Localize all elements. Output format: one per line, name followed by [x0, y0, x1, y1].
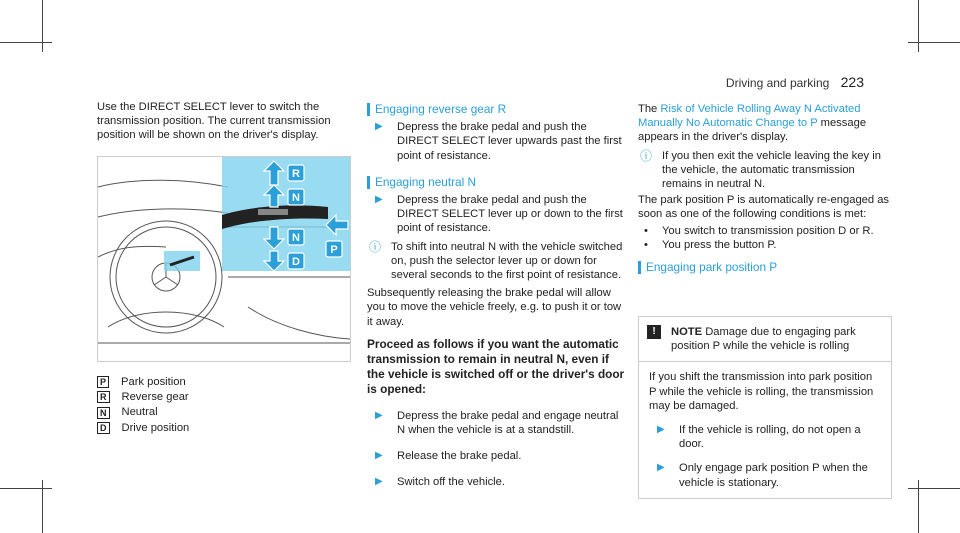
legend-label: Neutral — [121, 406, 158, 419]
legend — [97, 375, 347, 436]
bullet-icon: • — [644, 224, 648, 237]
crop-mark — [908, 488, 960, 489]
lever-label-d: D — [292, 256, 300, 268]
legend-label: Park position — [121, 376, 186, 388]
step-text: Depress the brake pedal and push the DIRECT SELECT lever upwards past the first point of resistance. — [397, 121, 622, 162]
message-text — [638, 102, 896, 145]
step-arrow-icon: ▶ — [657, 462, 665, 474]
step — [649, 461, 881, 489]
heading-park: Engaging park position P — [638, 260, 896, 274]
heading-reverse: Engaging reverse gear R — [367, 102, 625, 116]
message-prefix: The — [638, 103, 658, 115]
step-arrow-icon: ▶ — [375, 194, 383, 206]
legend-label: Reverse gear — [121, 391, 189, 404]
info-note — [638, 149, 896, 192]
page-number: 223 — [840, 74, 864, 90]
warning-icon: ! — [647, 325, 661, 339]
info-icon: ⓘ — [640, 148, 653, 163]
message-suffix: message appears in the driver's display. — [638, 117, 867, 144]
note-title: NOTE — [671, 326, 703, 338]
legend-label: Drive position — [121, 421, 190, 434]
step — [367, 409, 625, 437]
crop-mark — [0, 42, 52, 43]
step-arrow-icon: ▶ — [375, 121, 383, 133]
note-text: Damage due to engaging park position P while the vehicle is rolling — [671, 326, 856, 353]
bullet-text: You switch to transmission position D or R. — [662, 224, 874, 237]
info-text: If you then exit the vehicle leaving the key in the vehicle, the automatic transmission remains in neutral N. — [662, 149, 881, 191]
crop-mark — [908, 42, 960, 43]
column-left — [97, 100, 355, 143]
crop-mark — [42, 0, 43, 52]
note-header — [639, 317, 891, 361]
legend-item — [97, 405, 347, 419]
step-arrow-icon: ▶ — [375, 476, 383, 488]
dashboard-drawing — [98, 157, 350, 361]
display-message-link[interactable]: Risk of Vehicle Rolling Away N Activated Manually No Automatic Change to P — [638, 103, 861, 130]
bold-instruction: Proceed as follows if you want the automatic transmission to remain in neutral N, even if the vehicle is switched off or the driver's door is opened: — [367, 336, 625, 396]
step — [367, 120, 625, 163]
note-summary — [671, 325, 883, 353]
step — [649, 423, 881, 451]
crop-mark — [918, 480, 919, 533]
step-text: If the vehicle is rolling, do not open a door. — [679, 424, 861, 451]
intro-text: Use the DIRECT SELECT lever to switch the transmission position. The current transmission position will be shown on the driver's display. — [97, 101, 331, 142]
reverse-symbol: R — [97, 391, 110, 403]
lever-label-r: R — [292, 168, 300, 180]
step-text: Depress the brake pedal and engage neutral N when the vehicle is at a standstill. — [397, 409, 619, 437]
step-arrow-icon: ▶ — [657, 424, 665, 436]
note-box — [638, 316, 892, 499]
gear-lever-illustration — [97, 156, 351, 362]
column-right — [638, 102, 896, 274]
step — [367, 449, 625, 463]
legend-item — [97, 375, 347, 389]
lever-label-n: N — [292, 192, 300, 204]
note-body-text: If you shift the transmission into park position P while the vehicle is rolling, the transmission may be damaged. — [649, 371, 874, 412]
step — [367, 193, 625, 236]
step-text: Release the brake pedal. — [397, 450, 522, 463]
step-text: Only engage park position P when the vehicle is stationary. — [679, 462, 868, 489]
crop-mark — [42, 480, 43, 533]
step-arrow-icon: ▶ — [375, 450, 383, 462]
lever-label-p: P — [330, 244, 338, 256]
drive-symbol: D — [97, 422, 110, 434]
column-middle — [367, 102, 625, 490]
note-body — [639, 361, 891, 497]
park-symbol: P — [97, 376, 109, 388]
bullet-icon: • — [644, 238, 648, 251]
info-icon: ⓘ — [369, 239, 382, 254]
heading-neutral: Engaging neutral N — [367, 175, 625, 189]
info-text: To shift into neutral N with the vehicle switched on, push the selector lever up or down for several seconds to the first point of resistance. — [391, 240, 623, 282]
crop-mark — [918, 0, 919, 52]
crop-mark — [0, 488, 52, 489]
step-text: Switch off the vehicle. — [397, 476, 505, 489]
step-arrow-icon: ▶ — [375, 409, 383, 421]
neutral-symbol: N — [97, 407, 110, 419]
bullet-item — [638, 224, 896, 238]
lever-label-n2: N — [292, 232, 300, 244]
step-text: Depress the brake pedal and push the DIRECT SELECT lever up or down to the first point of resistance. — [397, 194, 623, 235]
bullet-item — [638, 238, 896, 252]
step — [367, 475, 625, 489]
running-header — [726, 74, 864, 90]
legend-item — [97, 390, 347, 404]
body-text: The park position P is automatically re-engaged as soon as one of the following conditions is met: — [638, 194, 890, 221]
section-title: Driving and parking — [725, 76, 830, 90]
info-note — [367, 240, 625, 283]
legend-item — [97, 421, 347, 435]
body-text: Subsequently releasing the brake pedal will allow you to move the vehicle freely, e.g. to push it or tow it away. — [367, 287, 622, 328]
bullet-text: You press the button P. — [662, 238, 777, 251]
